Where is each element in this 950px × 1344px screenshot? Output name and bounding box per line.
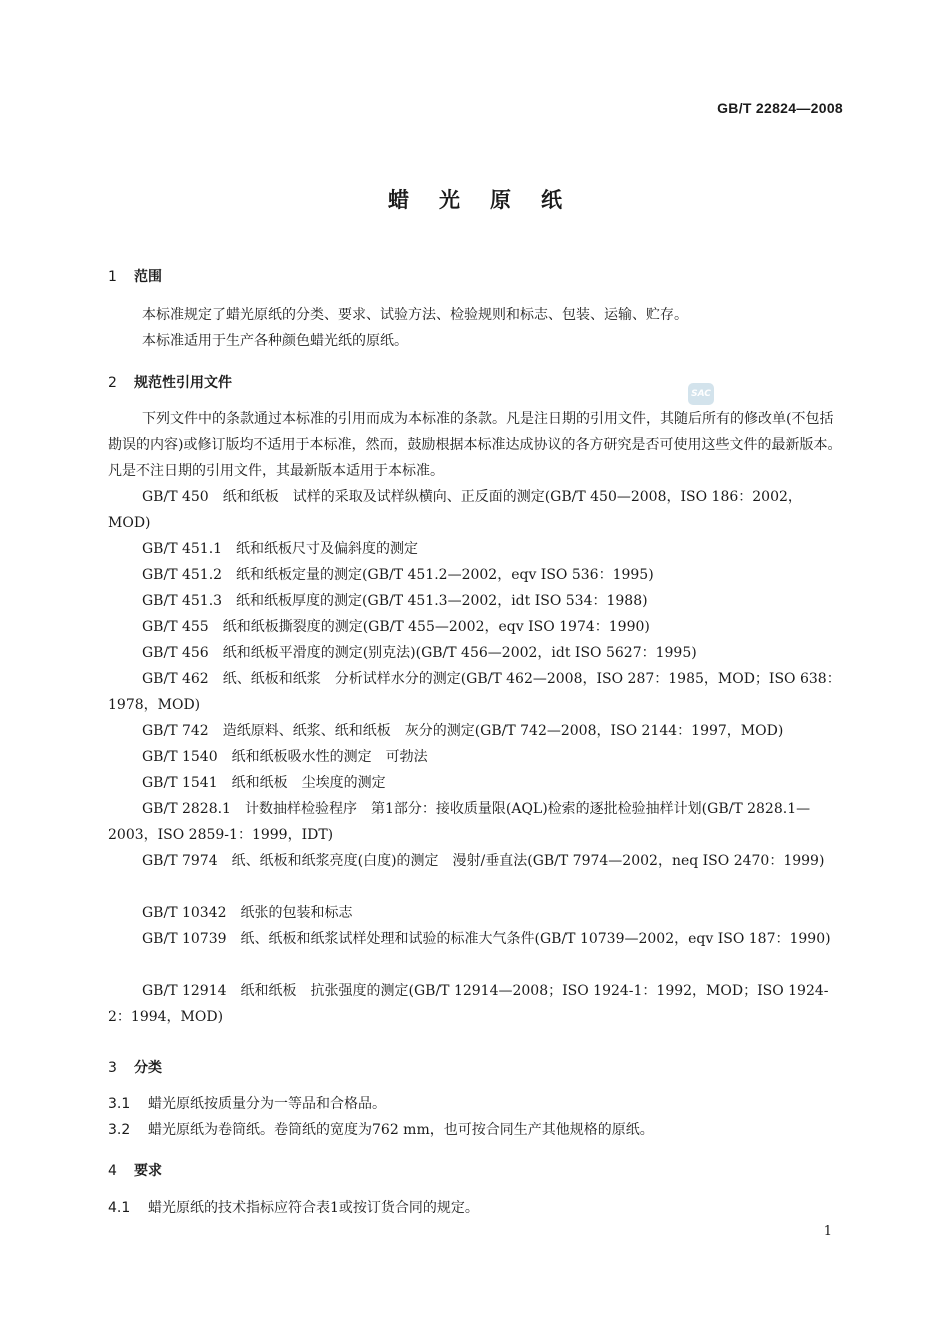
reference-item: GB/T 10342 纸张的包装和标志: [142, 905, 353, 921]
section-number: 1: [108, 269, 117, 285]
section-title: 分类: [134, 1060, 162, 1076]
clause-number: 3.1: [108, 1096, 131, 1112]
reference-item: GB/T 742 造纸原料、纸浆、纸和纸板 灰分的测定(GB/T 742—2008，ISO 2144：1997，MOD): [142, 723, 784, 739]
clause-number: 4.1: [108, 1200, 131, 1216]
section-number: 2: [108, 375, 117, 391]
sac-watermark: SAC: [688, 383, 714, 405]
scope-paragraph-2: 本标准适用于生产各种颜色蜡光纸的原纸。: [142, 333, 408, 349]
section-title: 规范性引用文件: [134, 375, 232, 391]
page-number: 1: [823, 1224, 832, 1239]
standard-code: GB/T 22824—2008: [717, 100, 843, 116]
reference-item: GB/T 455 纸和纸板撕裂度的测定(GB/T 455—2002，eqv ISO 1974：1990): [142, 619, 650, 635]
reference-item: GB/T 451.2 纸和纸板定量的测定(GB/T 451.2—2002，eqv ISO 536：1995): [142, 567, 654, 583]
reference-item: GB/T 12914 纸和纸板 抗张强度的测定(GB/T 12914—2008；ISO 1924-1：1992，MOD；ISO 1924-2：1994，MOD): [108, 983, 829, 1025]
reference-item: GB/T 456 纸和纸板平滑度的测定(别克法)(GB/T 456—2002，idt ISO 5627：1995): [142, 645, 697, 661]
clause-3-1: [108, 1091, 842, 1117]
reference-item: GB/T 2828.1 计数抽样检验程序 第1部分：接收质量限(AQL)检索的逐批检验抽样计划(GB/T 2828.1—2003，ISO 2859-1：1999，IDT): [108, 801, 811, 843]
normative-intro: 下列文件中的条款通过本标准的引用而成为本标准的条款。凡是注日期的引用文件，其随后所有的修改单(不包括勘误的内容)或修订版均不适用于本标准，然而，鼓励根据本标准达成协议的各方研究是否可使用这些文件的最新版本。凡是不注日期的引用文件，其最新版本适用于本标准。: [108, 411, 842, 479]
reference-item: GB/T 462 纸、纸板和纸浆 分析试样水分的测定(GB/T 462—2008，ISO 287：1985，MOD；ISO 638：1978，MOD): [108, 671, 841, 713]
section-3-heading: [108, 1057, 162, 1077]
section-4-heading: [108, 1160, 162, 1180]
reference-item: GB/T 1541 纸和纸板 尘埃度的测定: [142, 775, 386, 791]
reference-list: [108, 484, 842, 1030]
clause-3-2: [108, 1117, 842, 1143]
clause-4-1: [108, 1195, 842, 1221]
section-1-heading: [108, 266, 162, 286]
section-number: 3: [108, 1060, 117, 1076]
section-title: 范围: [134, 269, 162, 285]
reference-item: GB/T 451.1 纸和纸板尺寸及偏斜度的测定: [142, 541, 419, 557]
clause-text: 蜡光原纸为卷筒纸。卷筒纸的宽度为762 mm，也可按合同生产其他规格的原纸。: [148, 1122, 654, 1138]
reference-item: GB/T 450 纸和纸板 试样的采取及试样纵横向、正反面的测定(GB/T 450—2008，ISO 186：2002，MOD): [108, 489, 802, 531]
reference-item: GB/T 451.3 纸和纸板厚度的测定(GB/T 451.3—2002，idt ISO 534：1988): [142, 593, 648, 609]
section-2-heading: [108, 372, 232, 392]
section-title: 要求: [134, 1163, 162, 1179]
document-title: 蜡光原纸: [388, 188, 592, 212]
clause-text: 蜡光原纸的技术指标应符合表1或按订货合同的规定。: [148, 1200, 479, 1216]
section-number: 4: [108, 1163, 117, 1179]
clause-number: 3.2: [108, 1122, 131, 1138]
reference-item: GB/T 1540 纸和纸板吸水性的测定 可勃法: [142, 749, 428, 765]
reference-item: GB/T 7974 纸、纸板和纸浆亮度(白度)的测定 漫射/垂直法(GB/T 7974—2002，neq ISO 2470：1999): [142, 853, 825, 869]
clause-text: 蜡光原纸按质量分为一等品和合格品。: [148, 1096, 386, 1112]
reference-item: GB/T 10739 纸、纸板和纸浆试样处理和试验的标准大气条件(GB/T 10739—2002，eqv ISO 187：1990): [142, 931, 831, 947]
scope-paragraph-1: 本标准规定了蜡光原纸的分类、要求、试验方法、检验规则和标志、包装、运输、贮存。: [142, 307, 688, 323]
